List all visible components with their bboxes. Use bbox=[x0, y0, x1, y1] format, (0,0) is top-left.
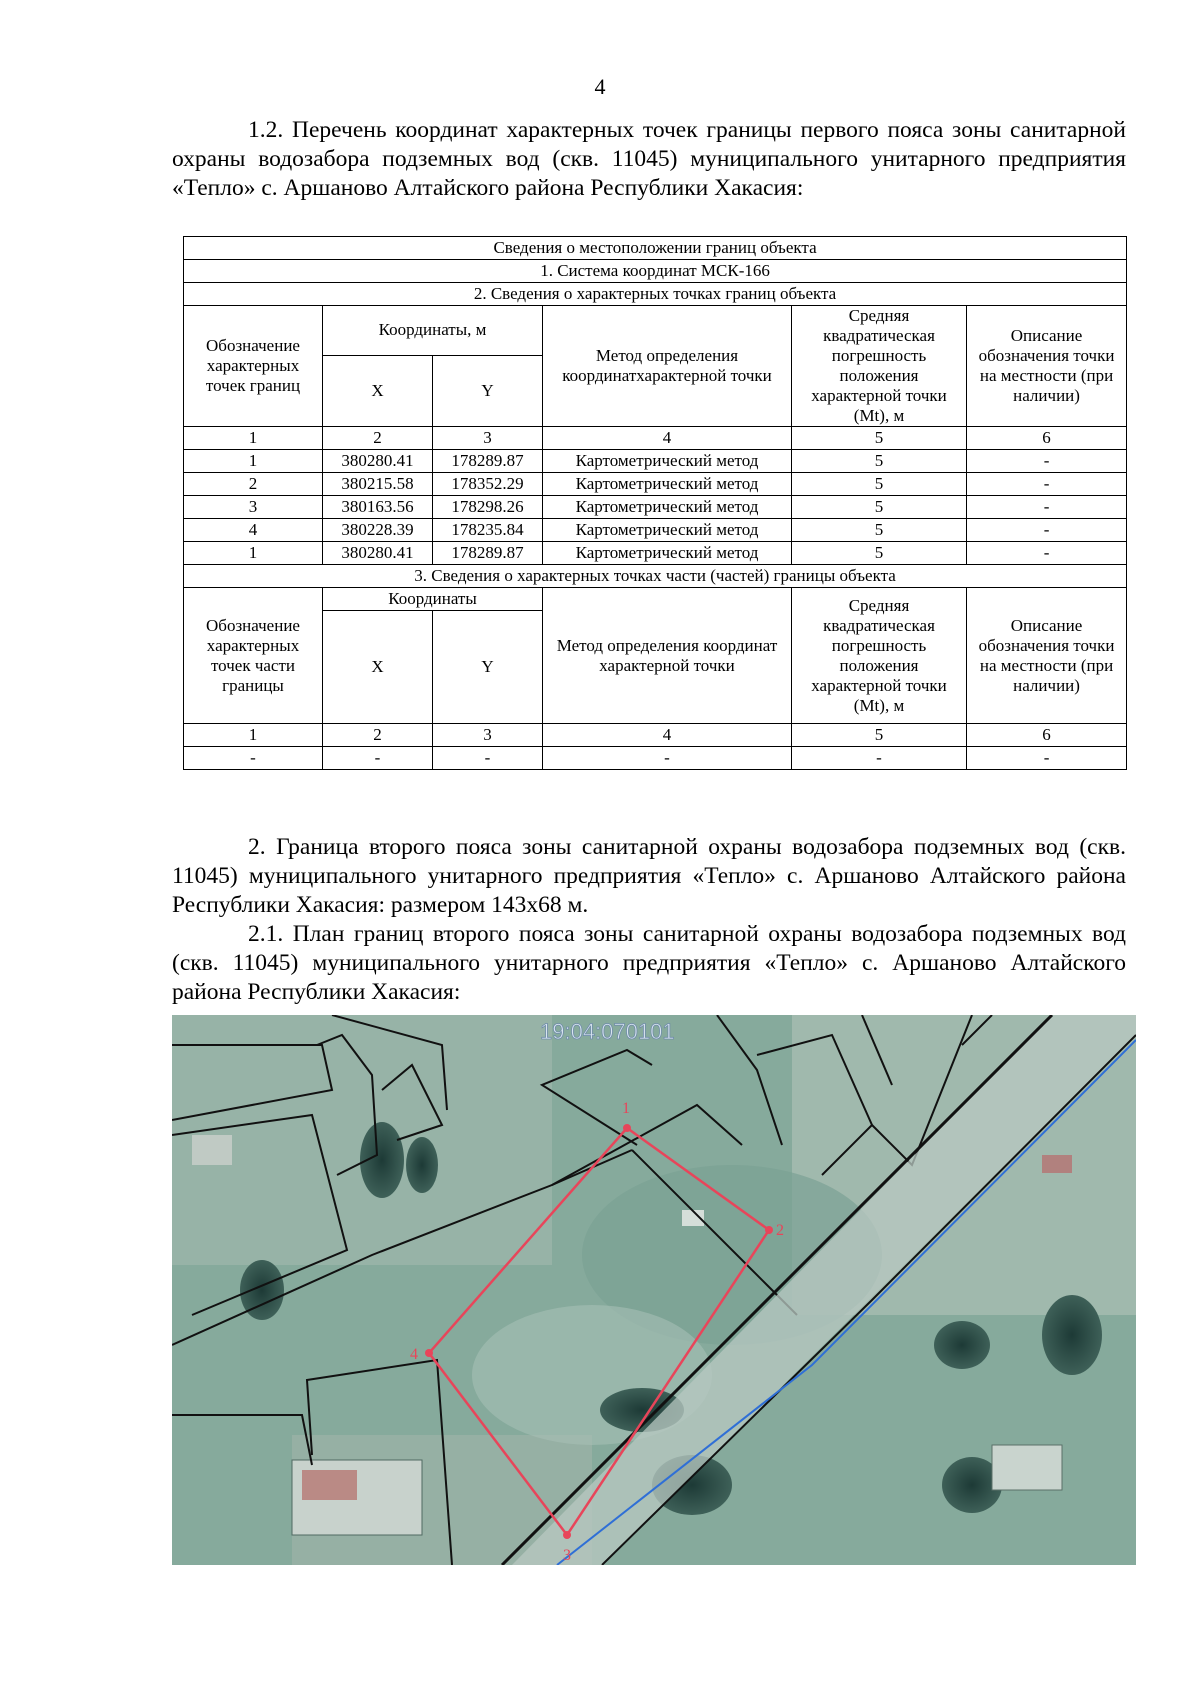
cell-point: 1 bbox=[184, 542, 323, 565]
header3-method: Метод определения координат характерной точки bbox=[543, 588, 792, 724]
cell-y: 178235.84 bbox=[433, 519, 543, 542]
cell-point: 4 bbox=[184, 519, 323, 542]
point-label-1: 1 bbox=[622, 1100, 630, 1117]
table-title: Сведения о местоположении границ объекта bbox=[184, 237, 1127, 260]
table-row bbox=[184, 519, 1127, 542]
col-number: 2 bbox=[323, 724, 433, 747]
cell-method: Картометрический метод bbox=[543, 496, 792, 519]
table-row bbox=[184, 542, 1127, 565]
col-number: 4 bbox=[543, 724, 792, 747]
cell-method: Картометрический метод bbox=[543, 473, 792, 496]
cell-desc: - bbox=[967, 473, 1127, 496]
cell-desc: - bbox=[967, 542, 1127, 565]
col-number: 2 bbox=[323, 427, 433, 450]
col-number: 6 bbox=[967, 427, 1127, 450]
point-label-3: 3 bbox=[563, 1547, 571, 1564]
table-row bbox=[184, 496, 1127, 519]
coordinate-system: 1. Система координат МСК-166 bbox=[184, 260, 1127, 283]
section-2-block bbox=[172, 833, 1126, 1007]
section-3-title: 3. Сведения о характерных точках части (частей) границы объекта bbox=[184, 565, 1127, 588]
column-number-row bbox=[184, 724, 1127, 747]
cell-desc: - bbox=[967, 450, 1127, 473]
point-label-4: 4 bbox=[410, 1346, 418, 1363]
coordinates-table bbox=[183, 236, 1127, 770]
section-1-2-text: 1.2. Перечень координат характерных точек границы первого пояса зоны санитарной охраны водозабора подземных вод (скв. 11045) муниципального унитарного предприятия «Тепло» с. Аршаново Алтайского района Республики Хакасия: bbox=[172, 117, 1126, 201]
cell-method: Картометрический метод bbox=[543, 519, 792, 542]
header3-coordinates: Координаты bbox=[323, 588, 543, 611]
table-row bbox=[184, 473, 1127, 496]
cell-empty: - bbox=[323, 747, 433, 770]
building-roof bbox=[1042, 1155, 1072, 1173]
building bbox=[992, 1445, 1062, 1490]
boundary-point-2 bbox=[765, 1226, 773, 1234]
header3-description: Описание обозначения точки на местности (при наличии) bbox=[967, 588, 1127, 724]
cell-method: Картометрический метод bbox=[543, 542, 792, 565]
boundary-point-4 bbox=[425, 1349, 433, 1357]
cell-y: 178298.26 bbox=[433, 496, 543, 519]
col-number: 6 bbox=[967, 724, 1127, 747]
section-1-2-heading bbox=[172, 116, 1126, 203]
col-number: 4 bbox=[543, 427, 792, 450]
cell-x: 380215.58 bbox=[323, 473, 433, 496]
cell-x: 380163.56 bbox=[323, 496, 433, 519]
header-coordinates: Координаты, м bbox=[323, 306, 543, 356]
cell-error: 5 bbox=[792, 450, 967, 473]
header-error: Средняя квадратическая погрешность положения характерной точки (Mt), м bbox=[792, 306, 967, 427]
col-number: 3 bbox=[433, 427, 543, 450]
tree-cluster bbox=[1042, 1295, 1102, 1375]
cell-point: 3 bbox=[184, 496, 323, 519]
section-2-text: 2. Граница второго пояса зоны санитарной охраны водозабора подземных вод (скв. 11045) муниципального унитарного предприятия «Тепло» с. Аршаново Алтайского района Республики Хакасия: размером 143х68 м. bbox=[172, 834, 1126, 918]
point-label-2: 2 bbox=[776, 1222, 784, 1239]
col-number: 3 bbox=[433, 724, 543, 747]
cell-point: 2 bbox=[184, 473, 323, 496]
section-2-title: 2. Сведения о характерных точках границ объекта bbox=[184, 283, 1127, 306]
col-number: 5 bbox=[792, 724, 967, 747]
building bbox=[192, 1135, 232, 1165]
building-roof bbox=[302, 1470, 357, 1500]
table-row bbox=[184, 747, 1127, 770]
tree-cluster bbox=[934, 1321, 990, 1369]
cadastral-quarter-label: 19:04:070101 bbox=[540, 1019, 675, 1044]
cell-empty: - bbox=[543, 747, 792, 770]
cell-y: 178289.87 bbox=[433, 450, 543, 473]
header-y: Y bbox=[433, 355, 543, 427]
tree-cluster bbox=[406, 1137, 438, 1193]
cell-empty: - bbox=[184, 747, 323, 770]
page-number: 4 bbox=[594, 74, 606, 99]
cell-empty: - bbox=[792, 747, 967, 770]
boundary-point-1 bbox=[623, 1124, 631, 1132]
col-number: 5 bbox=[792, 427, 967, 450]
col-number: 1 bbox=[184, 724, 323, 747]
cell-empty: - bbox=[433, 747, 543, 770]
header3-designation: Обозначение характерных точек части границы bbox=[184, 588, 323, 724]
map-canvas bbox=[172, 1015, 1136, 1565]
cell-empty: - bbox=[967, 747, 1127, 770]
cell-error: 5 bbox=[792, 473, 967, 496]
cell-error: 5 bbox=[792, 519, 967, 542]
cell-point: 1 bbox=[184, 450, 323, 473]
header-method: Метод определения координатхарактерной точки bbox=[543, 306, 792, 427]
col-number: 1 bbox=[184, 427, 323, 450]
boundary-map bbox=[172, 1015, 1136, 1565]
cell-error: 5 bbox=[792, 542, 967, 565]
header3-error: Средняя квадратическая погрешность положения характерной точки (Mt), м bbox=[792, 588, 967, 724]
cell-desc: - bbox=[967, 519, 1127, 542]
cell-y: 178352.29 bbox=[433, 473, 543, 496]
table-row bbox=[184, 450, 1127, 473]
cell-error: 5 bbox=[792, 496, 967, 519]
header3-x: X bbox=[323, 611, 433, 724]
cell-y: 178289.87 bbox=[433, 542, 543, 565]
header-x: X bbox=[323, 355, 433, 427]
header-designation: Обозначение характерных точек границ bbox=[184, 306, 323, 427]
cell-method: Картометрический метод bbox=[543, 450, 792, 473]
cell-x: 380280.41 bbox=[323, 450, 433, 473]
header3-y: Y bbox=[433, 611, 543, 724]
section-2-1-text: 2.1. План границ второго пояса зоны санитарной охраны водозабора подземных вод (скв. 11045) муниципального унитарного предприятия «Тепло» с. Аршаново Алтайского района Республики Хакасия: bbox=[172, 921, 1126, 1005]
header-description: Описание обозначения точки на местности (при наличии) bbox=[967, 306, 1127, 427]
cell-x: 380228.39 bbox=[323, 519, 433, 542]
cell-x: 380280.41 bbox=[323, 542, 433, 565]
cell-desc: - bbox=[967, 496, 1127, 519]
boundary-point-3 bbox=[563, 1531, 571, 1539]
column-number-row bbox=[184, 427, 1127, 450]
